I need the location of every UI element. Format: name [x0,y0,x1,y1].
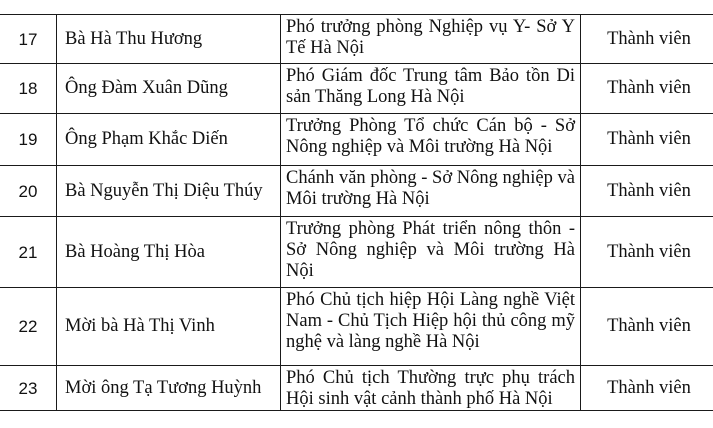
member-role: Trưởng phòng Phát triển nông thôn - Sở Nông nghiệp và Môi trường Hà Nội [281,217,581,288]
member-position: Thành viên [581,366,713,411]
member-position: Thành viên [581,114,713,166]
row-number: 21 [0,217,57,288]
member-position: Thành viên [581,217,713,288]
table-row [0,15,713,64]
member-position: Thành viên [581,64,713,114]
table-row [0,166,713,217]
table-row [0,366,713,411]
member-role: Phó trưởng phòng Nghiệp vụ Y- Sở Y Tế Hà Nội [281,15,581,64]
row-number: 23 [0,366,57,411]
member-role: Phó Chủ tịch hiệp Hội Làng nghề Việt Nam - Chủ Tịch Hiệp hội thủ công mỹ nghệ và làng nghề Hà Nội [281,288,581,366]
member-name: Mời bà Hà Thị Vinh [57,288,281,366]
member-name: Ông Phạm Khắc Diến [57,114,281,166]
member-name: Ông Đàm Xuân Dũng [57,64,281,114]
member-name: Bà Nguyễn Thị Diệu Thúy [57,166,281,217]
table-row [0,114,713,166]
members-table [0,14,713,411]
row-number: 18 [0,64,57,114]
member-name: Bà Hoàng Thị Hòa [57,217,281,288]
member-role: Phó Chủ tịch Thường trực phụ trách Hội sinh vật cảnh thành phố Hà Nội [281,366,581,411]
row-number: 22 [0,288,57,366]
member-role: Trưởng Phòng Tổ chức Cán bộ - Sở Nông nghiệp và Môi trường Hà Nội [281,114,581,166]
member-name: Mời ông Tạ Tương Huỳnh [57,366,281,411]
table-row [0,288,713,366]
member-position: Thành viên [581,15,713,64]
member-position: Thành viên [581,166,713,217]
member-role: Chánh văn phòng - Sở Nông nghiệp và Môi trường Hà Nội [281,166,581,217]
row-number: 20 [0,166,57,217]
row-number: 17 [0,15,57,64]
row-number: 19 [0,114,57,166]
member-position: Thành viên [581,288,713,366]
table-row [0,64,713,114]
member-name: Bà Hà Thu Hương [57,15,281,64]
member-role: Phó Giám đốc Trung tâm Bảo tồn Di sản Thăng Long Hà Nội [281,64,581,114]
table-row [0,217,713,288]
